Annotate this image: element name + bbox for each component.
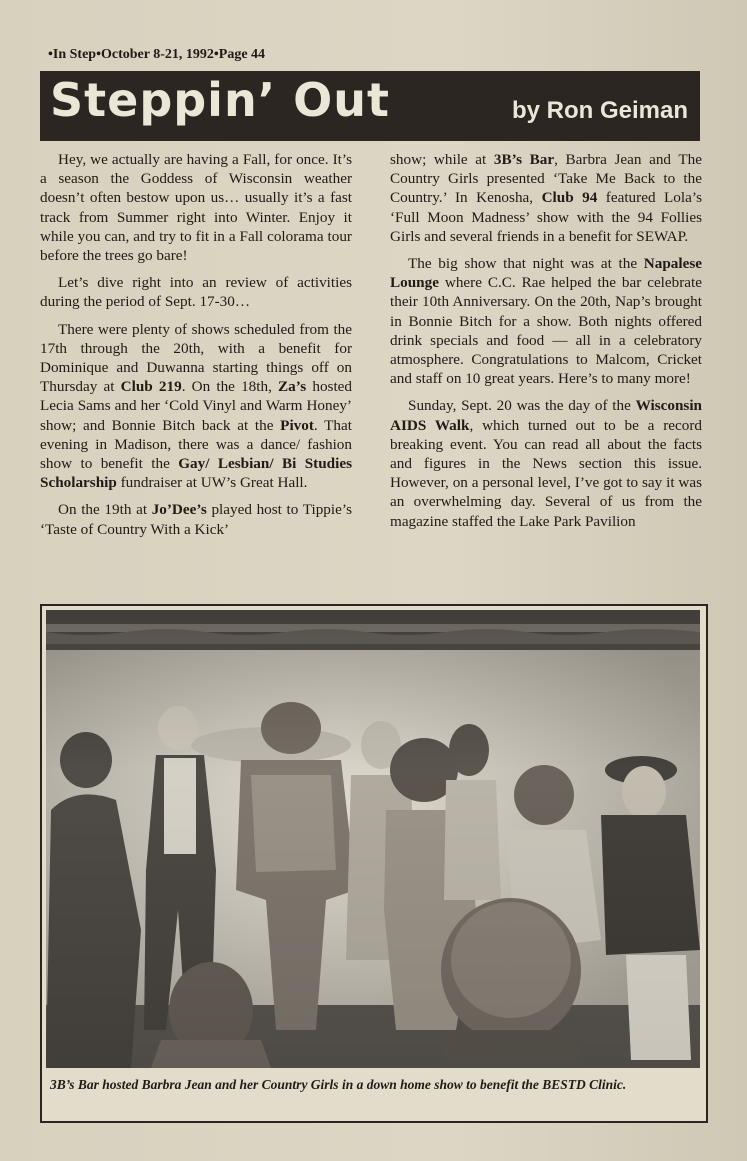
- text-run: hosted Lecia Sams and her ‘Cold Vinyl and Warm Honey’ show; and Bonnie Bitch back at the: [40, 378, 352, 434]
- photo-box: [40, 604, 708, 1123]
- paragraph: Hey, we actually are having a Fall, for once. It’s a season the Goddess of Wisconsin weather doesn’t often bestow upon us… usually it’s a fast track from Summer right into Winter. Enjoy it while you can, and try to fit in a Fall colorama tour before the trees go bare!: [40, 151, 352, 265]
- paragraph: Let’s dive right into an review of activities during the period of Sept. 17-30…: [40, 274, 352, 311]
- venue-name: Za’s: [278, 378, 307, 396]
- text-run: , which turned out to be a record breaking event. You can read all about the facts and figures in the News section this issue. However, on a personal level, I’ve got to say it was an overwhelming day. Several of us from the magazine staffed the Lake Park Pavilion: [390, 416, 702, 530]
- text-run: played host to Tippie’s ‘Taste of Country With a Kick’: [40, 501, 352, 538]
- byline: by Ron Geiman: [511, 97, 688, 124]
- column-title: Steppin’ Out: [50, 73, 391, 127]
- page-folio: •In Step•October 8-21, 1992•Page 44: [48, 47, 266, 62]
- text-run: , Barbra Jean and The Country Girls presented ‘Take Me Back to the Country.’ In Kenosha,: [390, 151, 702, 207]
- text-run: featured Lola’s ‘Full Moon Madness’ show with the 94 Follies Girls and several friends in a benefit for SEWAP.: [390, 189, 702, 245]
- text-run: fundraiser at UW’s Great Hall.: [116, 474, 308, 492]
- venue-name: 3B’s Bar: [493, 151, 555, 168]
- venue-name: Pivot: [280, 416, 314, 434]
- column-banner: [40, 71, 700, 141]
- venue-name: Club 219: [120, 378, 182, 396]
- paragraph: [40, 320, 352, 493]
- event-name: Gay/ Lesbian/ Bi Studies Scholarship: [40, 455, 352, 492]
- photo-caption: 3B’s Bar hosted Barbra Jean and her Country Girls in a down home show to benefit the BESTD Clinic.: [50, 1077, 627, 1092]
- paragraph: [390, 396, 702, 530]
- event-photo: [46, 610, 700, 1068]
- venue-name: Club 94: [541, 189, 598, 207]
- text-run: The big show that night was at the: [408, 255, 644, 273]
- text-run: On the 19th at: [58, 501, 152, 519]
- venue-name: Jo’Dee’s: [151, 501, 207, 519]
- text-run: Sunday, Sept. 20 was the day of the: [408, 397, 636, 415]
- text-run: There were plenty of shows scheduled from the 17th through the 20th, with a benefit for Dominique and Duwanna starting things off on Thursday at: [40, 320, 352, 396]
- paragraph: [390, 254, 702, 388]
- venue-name: Napalese Lounge: [390, 255, 702, 292]
- text-run: show; while at: [390, 151, 494, 168]
- text-run: where C.C. Rae helped the bar celebrate their 10th Anniversary. On the 20th, Nap’s brought in Bonnie Bitch for a show. Both nights offered drink specials and food — all in a celebratory atmosphere. Congratulations to Malcom, Cricket and staff on 10 great years. Here’s to many more!: [390, 274, 702, 388]
- stage-photo-illustration: [46, 610, 700, 1068]
- paragraph: [40, 500, 352, 538]
- article-column-1: [40, 150, 352, 547]
- text-run: . On the 18th,: [181, 378, 279, 396]
- paragraph: [390, 150, 702, 246]
- event-name: Wisconsin AIDS Walk: [390, 397, 702, 434]
- text-run: . That evening in Madison, there was a dance/ fashion show to benefit the: [40, 416, 352, 473]
- article-column-2: [390, 150, 702, 539]
